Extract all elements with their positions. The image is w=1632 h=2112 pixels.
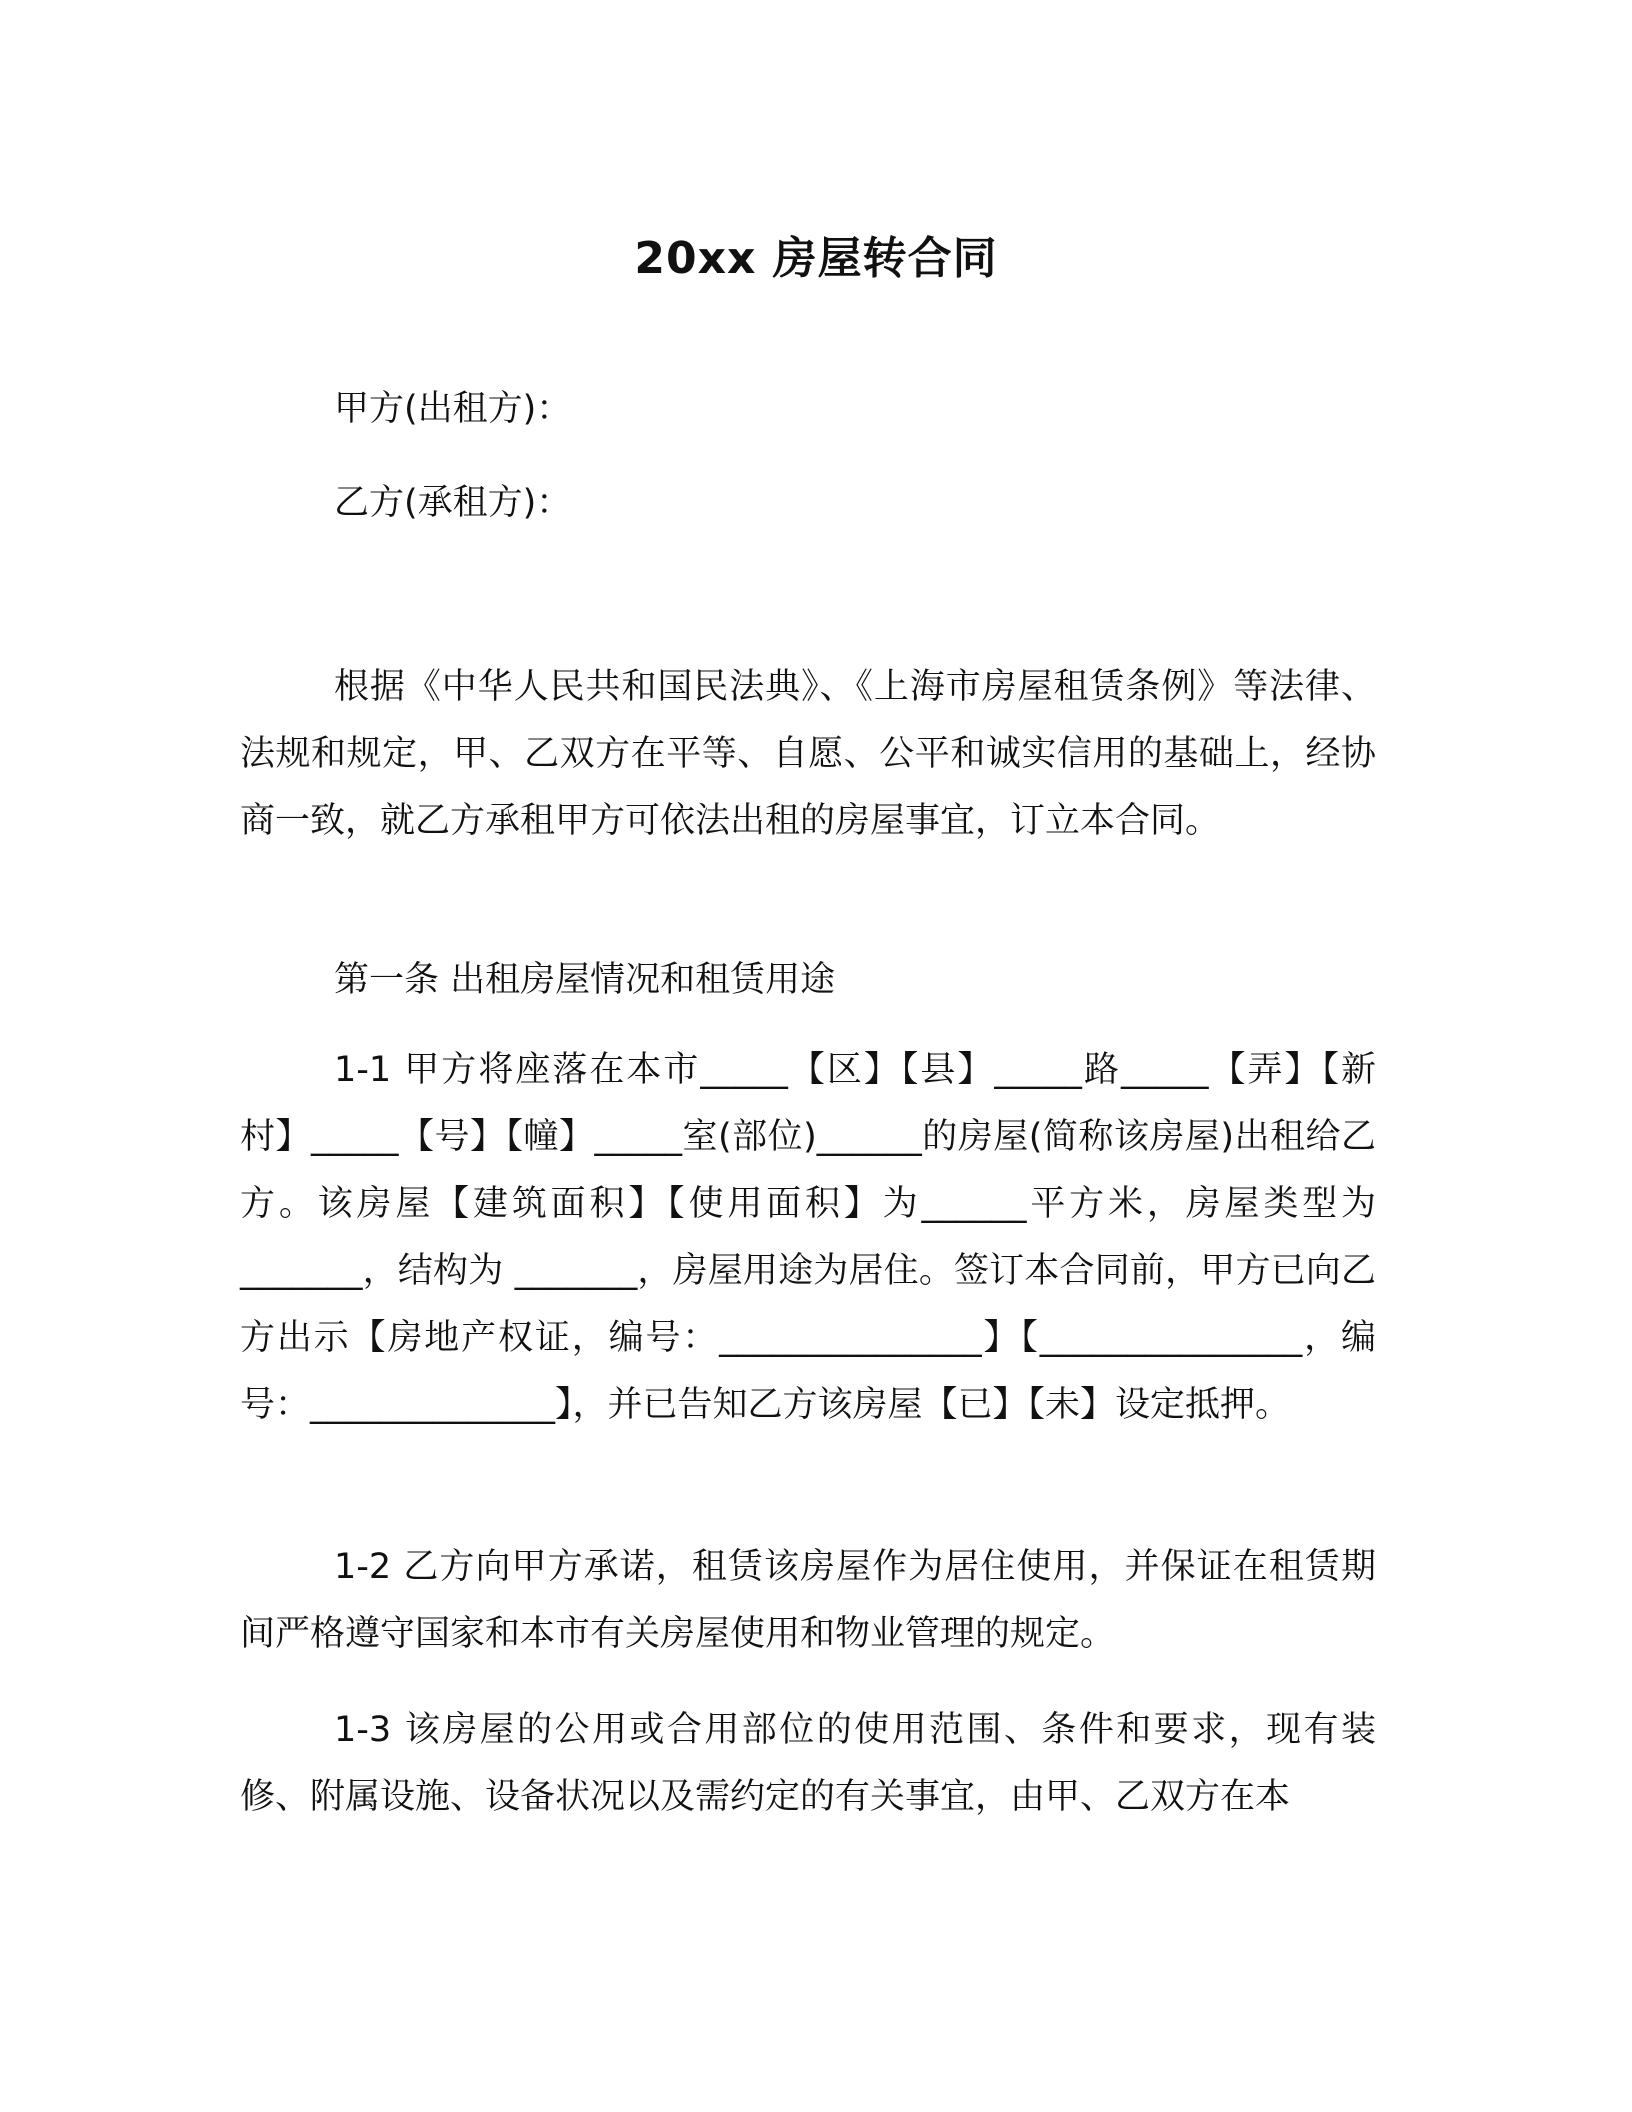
section-1-heading: 第一条 出租房屋情况和租赁用途 xyxy=(334,960,836,1000)
party-b-label: 乙方(承租方)： xyxy=(334,483,572,523)
clause-1-3-paragraph: 1-3 该房屋的公用或合用部位的使用范围、条件和要求，现有装修、附属设施、设备状况以及需约定的有关事宜，由甲、乙双方在本 xyxy=(240,1710,1376,1817)
party-a-label: 甲方(出租方)： xyxy=(334,389,572,429)
document-title: 20xx 房屋转合同 xyxy=(634,233,998,284)
preamble-paragraph: 根据《中华人民共和国民法典》、《上海市房屋租赁条例》等法律、法规和规定，甲、乙双方在平等、自愿、公平和诚实信用的基础上，经协商一致，就乙方承租甲方可依法出租的房屋事宜，订立本合同。 xyxy=(240,667,1376,841)
clause-1-2-paragraph: 1-2 乙方向甲方承诺，租赁该房屋作为居住使用，并保证在租赁期间严格遵守国家和本市有关房屋使用和物业管理的规定。 xyxy=(240,1547,1376,1654)
clause-1-1-paragraph: 1-1 甲方将座落在本市_____【区】【县】_____路_____【弄】【新村】_____【号】【幢】_____室(部位)______的房屋(简称该房屋)出租给乙方。该房屋【建筑面积】【使用面积】为______平方米，房屋类型为_______，结构为 _______，房屋用途为居住。签订本合同前，甲方已向乙方出示【房地产权证，编号：_______________】【_______________，编号：______________】，并已告知乙方该房屋【已】【未】设定抵押。 xyxy=(240,1050,1376,1425)
